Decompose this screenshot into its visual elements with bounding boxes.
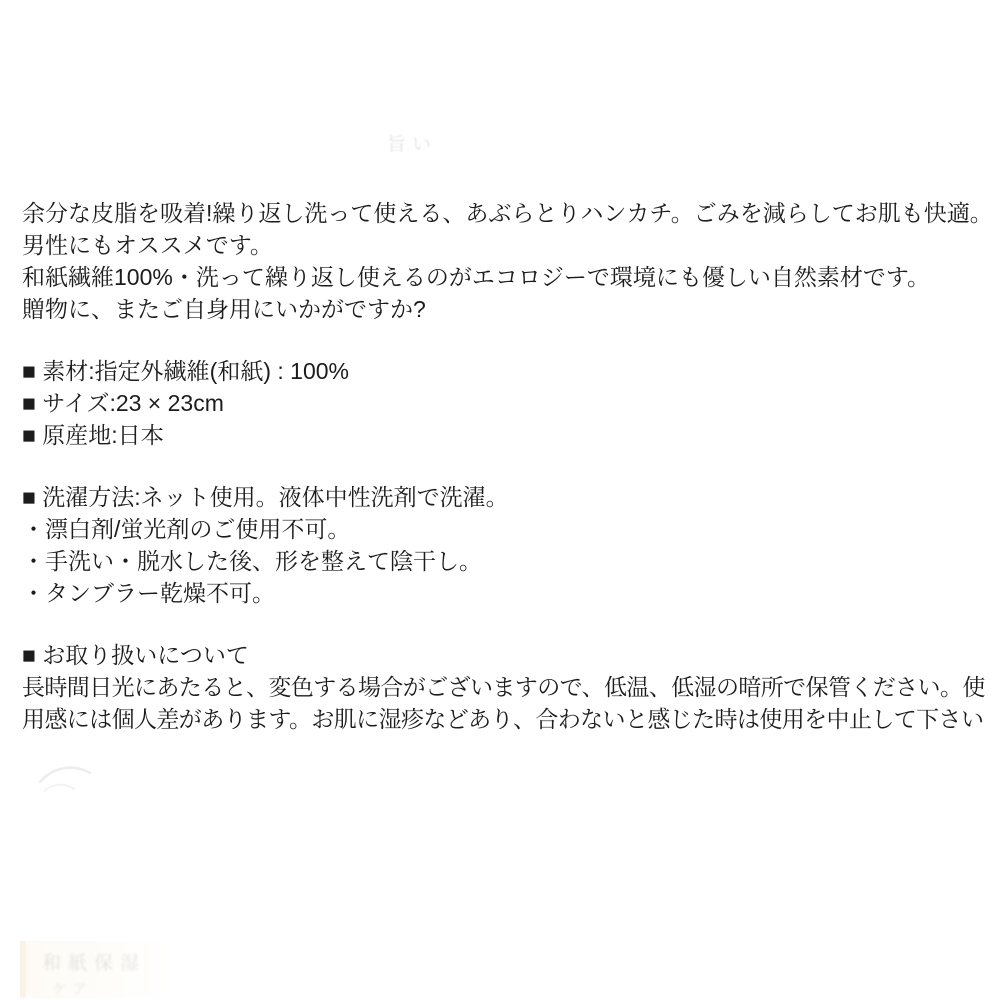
ghost-swoosh-mark bbox=[34, 760, 98, 804]
handling-body-line: 用感には個人差があります。お肌に湿疹などあり、合わないと感じた時は使用を中止して下さい bbox=[22, 706, 984, 732]
washing-note: ・漂白剤/蛍光剤のご使用不可。 bbox=[22, 516, 351, 542]
intro-line: 男性にもオススメです。 bbox=[22, 232, 273, 258]
handling-section bbox=[22, 639, 992, 735]
ghost-bottom-text-line2: ケア bbox=[52, 981, 93, 998]
handling-body-line: 長時間日光にあたると、変色する場合がございますので、低温、低湿の暗所で保管ください。使 bbox=[22, 674, 985, 700]
spec-origin: ■ 原産地:日本 bbox=[22, 422, 164, 448]
washing-section bbox=[22, 481, 992, 609]
ghost-bottom-text-line1: 和紙保湿 bbox=[42, 953, 147, 974]
washing-method: ■ 洗濯方法:ネット使用。液体中性洗剤で洗濯。 bbox=[22, 484, 509, 510]
washing-note: ・手洗い・脱水した後、形を整えて陰干し。 bbox=[22, 548, 482, 574]
spec-material: ■ 素材:指定外繊維(和紙) : 100% bbox=[22, 358, 349, 384]
intro-line: 和紙繊維100%・洗って繰り返し使えるのがエコロジーで環境にも優しい自然素材です。 bbox=[22, 264, 930, 290]
intro-line: 余分な皮脂を吸着!繰り返し洗って使える、あぶらとりハンカチ。ごみを減らしてお肌も快適。 bbox=[22, 200, 993, 226]
intro-section bbox=[22, 197, 992, 325]
handling-title: ■ お取り扱いについて bbox=[22, 642, 249, 668]
ghost-watermark-top-text: 旨い bbox=[387, 134, 438, 155]
product-description bbox=[22, 197, 992, 735]
specs-section bbox=[22, 355, 992, 451]
spec-size: ■ サイズ:23 × 23cm bbox=[22, 390, 224, 416]
intro-line: 贈物に、またご自身用にいかがですか? bbox=[22, 296, 426, 322]
ghost-watermark-bottom bbox=[20, 941, 170, 998]
washing-note: ・タンブラー乾燥不可。 bbox=[22, 580, 275, 606]
